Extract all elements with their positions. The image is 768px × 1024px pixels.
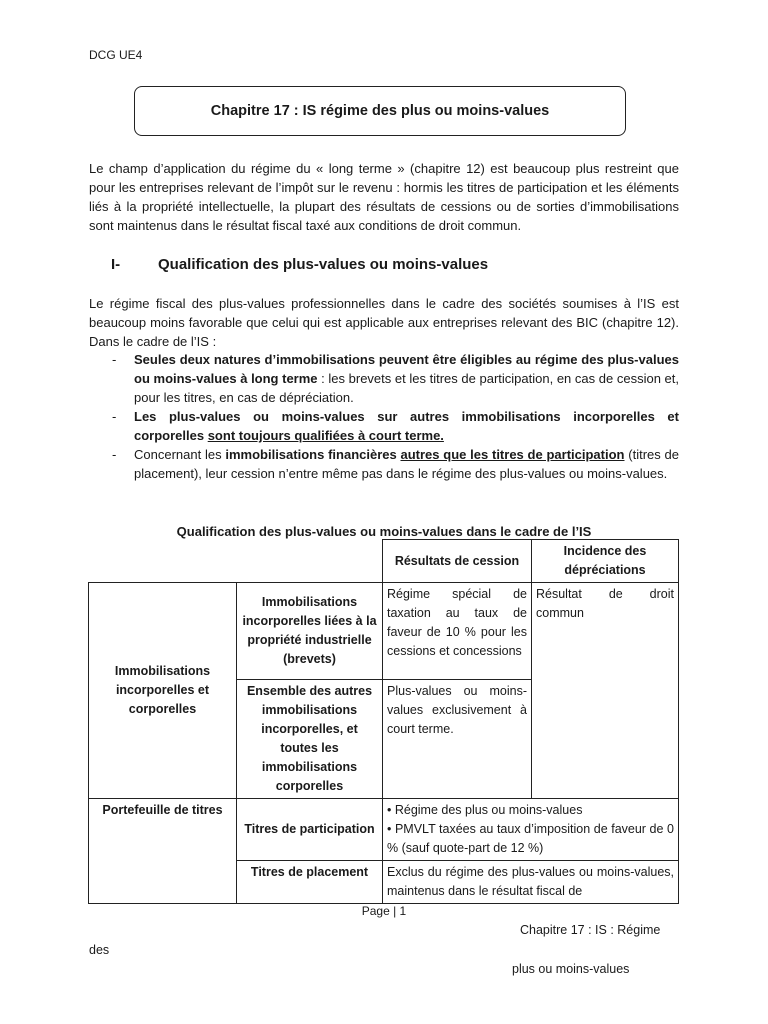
empty-cell	[89, 540, 237, 583]
row-label: Titres de placement	[237, 861, 383, 904]
header-cell-incidence: Incidence des dépréciations	[532, 540, 679, 583]
qualification-table	[88, 539, 679, 904]
table-row	[89, 540, 679, 583]
bullet-dash: -	[112, 352, 117, 367]
intro-paragraph: Le champ d’application du régime du « long terme » (chapitre 12) est beaucoup plus restreint que pour les entreprises relevant de l’impôt sur le revenu : hormis les titres de participation et les éléments liés à la propriété intellectuelle, la plupart des résultats de cessions ou de sorties d’immobilisations sont maintenus dans le résultat fiscal taxé aux conditions de droit commun.	[89, 161, 679, 233]
table-row	[89, 799, 679, 861]
section-title-text: Qualification des plus-values ou moins-values	[158, 256, 489, 273]
bullet-bold: Les plus-values ou moins-values sur autres immobilisations incorporelles et corporelles	[134, 409, 679, 443]
list-item	[112, 407, 679, 445]
group-label-portefeuille: Portefeuille de titres	[89, 799, 237, 904]
header-label: DCG UE4	[89, 48, 143, 62]
cell-result: Régime spécial de taxation au taux de faveur de 10 % pour les cessions et concessions	[383, 583, 532, 680]
section-heading	[111, 256, 488, 273]
chapter-title: Chapitre 17 : IS régime des plus ou moins-values	[134, 86, 626, 136]
list-item	[112, 350, 679, 407]
cell-result: Exclus du régime des plus-values ou moins-values, maintenus dans le résultat fiscal de	[383, 861, 679, 904]
bullet-bold-underline: autres que les titres de participation	[400, 447, 625, 462]
bullet-text: Concernant les	[134, 447, 226, 462]
list-item	[112, 445, 679, 483]
cell-incidence: Résultat de droit commun	[532, 583, 679, 799]
section-number: I-	[111, 256, 121, 273]
empty-cell	[237, 540, 383, 583]
bullet-bold: immobilisations financières	[225, 447, 397, 462]
table-title: Qualification des plus-values ou moins-values dans le cadre de l’IS	[176, 524, 592, 539]
cell-result	[383, 799, 679, 861]
header-cell-result: Résultats de cession	[383, 540, 532, 583]
bullet-text: : les brevets et les titres de participation, en cas de cession et, pour les titres, en cas de dépréciation.	[134, 371, 679, 405]
table-row	[89, 583, 679, 680]
regime-paragraph: Le régime fiscal des plus-values professionnelles dans le cadre des sociétés soumises à l’IS est beaucoup moins favorable que celui qui est applicable aux entreprises relevant des BIC (chapitre 12). Dans le cadre de l’IS :	[89, 296, 679, 349]
bullet-bold: Seules deux natures d’immobilisations peuvent être éligibles au régime des plus-values ou moins-values à long terme	[134, 352, 679, 386]
bullet-dash: -	[112, 409, 117, 424]
result-bullet: • Régime des plus ou moins-values	[387, 803, 583, 817]
row-label: Immobilisations incorporelles liées à la propriété industrielle (brevets)	[237, 583, 383, 680]
bullet-dash: -	[112, 447, 117, 462]
cell-result: Plus-values ou moins-values exclusivement à court terme.	[383, 680, 532, 799]
group-label-immobilisations: Immobilisations incorporelles et corporelles	[89, 583, 237, 799]
result-bullet: • PMVLT taxées au taux d’imposition de faveur de 0 % (sauf quote-part de 12 %)	[387, 822, 674, 855]
footer-line: plus ou moins-values	[512, 962, 630, 976]
bullet-text: (titres de placement), leur cession n’entre même pas dans le régime des plus-values ou moins-values.	[134, 447, 679, 481]
footer-line: Chapitre 17 : IS : Régime	[520, 923, 661, 937]
bullet-list	[112, 350, 679, 483]
page-number: Page | 1	[361, 904, 407, 918]
footer-line: des	[89, 943, 110, 957]
bullet-bold-underline: sont toujours qualifiées à court terme.	[207, 428, 444, 443]
row-label: Ensemble des autres immobilisations incorporelles, et toutes les immobilisations corporelles	[237, 680, 383, 799]
row-label: Titres de participation	[237, 799, 383, 861]
